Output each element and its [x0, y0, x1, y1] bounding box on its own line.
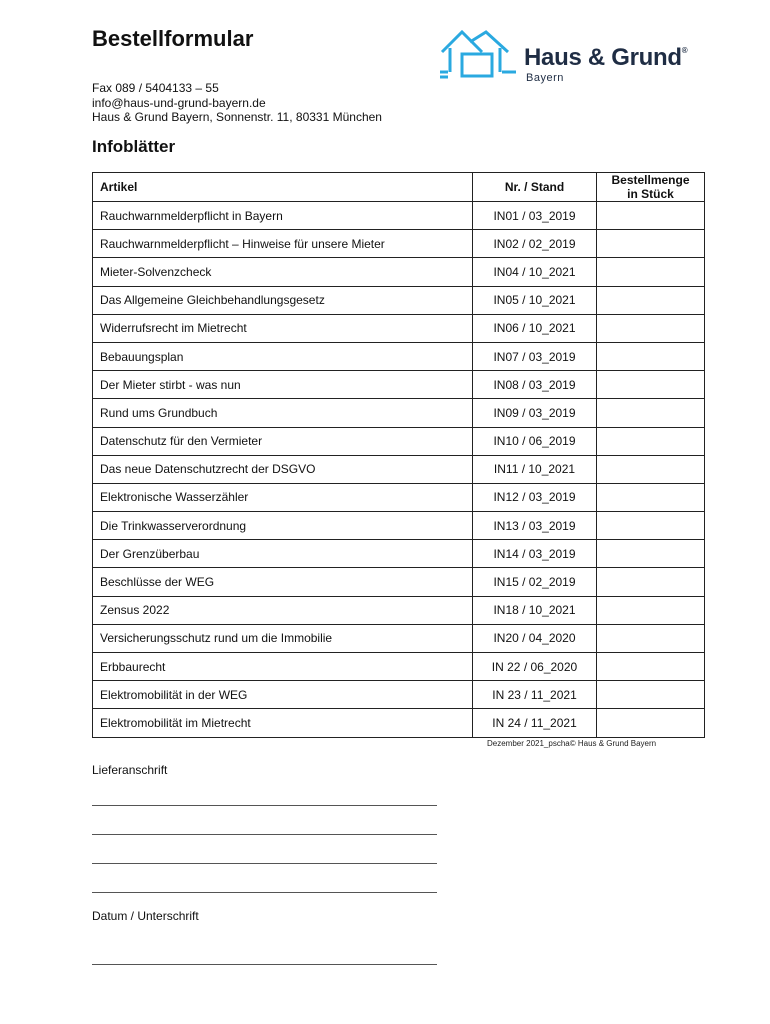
date-signature-label: Datum / Unterschrift — [92, 909, 199, 923]
quantity-cell[interactable] — [597, 540, 705, 568]
article-cell: Mieter-Solvenzcheck — [93, 258, 473, 286]
quantity-cell[interactable] — [597, 342, 705, 370]
table-row — [93, 596, 705, 624]
table-row — [93, 455, 705, 483]
number-cell: IN01 / 03_2019 — [473, 202, 597, 230]
quantity-cell[interactable] — [597, 709, 705, 737]
number-cell: IN13 / 03_2019 — [473, 512, 597, 540]
number-cell: IN18 / 10_2021 — [473, 596, 597, 624]
article-cell: Der Grenzüberbau — [93, 540, 473, 568]
table-row — [93, 681, 705, 709]
number-cell: IN10 / 06_2019 — [473, 427, 597, 455]
article-cell: Versicherungsschutz rund um die Immobilie — [93, 624, 473, 652]
article-cell: Rund ums Grundbuch — [93, 399, 473, 427]
article-cell: Elektromobilität im Mietrecht — [93, 709, 473, 737]
article-cell: Das neue Datenschutzrecht der DSGVO — [93, 455, 473, 483]
number-cell: IN 24 / 11_2021 — [473, 709, 597, 737]
quantity-cell[interactable] — [597, 230, 705, 258]
quantity-cell[interactable] — [597, 568, 705, 596]
article-cell: Datenschutz für den Vermieter — [93, 427, 473, 455]
number-cell: IN 22 / 06_2020 — [473, 653, 597, 681]
table-row — [93, 540, 705, 568]
postal-address: Haus & Grund Bayern, Sonnenstr. 11, 80331 München — [92, 110, 382, 124]
table-row — [93, 258, 705, 286]
table-row — [93, 512, 705, 540]
quantity-cell[interactable] — [597, 512, 705, 540]
footnote: Dezember 2021_pscha© Haus & Grund Bayern — [487, 739, 657, 748]
section-title: Infoblätter — [92, 137, 176, 156]
quantity-cell[interactable] — [597, 202, 705, 230]
date-signature-line[interactable] — [92, 964, 437, 965]
table-row — [93, 371, 705, 399]
article-cell: Die Trinkwasserverordnung — [93, 512, 473, 540]
contact-block — [92, 81, 382, 125]
number-cell: IN05 / 10_2021 — [473, 286, 597, 314]
quantity-cell[interactable] — [597, 596, 705, 624]
delivery-address-line-4[interactable] — [92, 892, 437, 893]
article-cell: Zensus 2022 — [93, 596, 473, 624]
number-cell: IN12 / 03_2019 — [473, 483, 597, 511]
table-row — [93, 286, 705, 314]
table-row — [93, 427, 705, 455]
table-row — [93, 342, 705, 370]
article-cell: Beschlüsse der WEG — [93, 568, 473, 596]
delivery-address-line-2[interactable] — [92, 834, 437, 835]
number-cell: IN02 / 02_2019 — [473, 230, 597, 258]
delivery-address-line-1[interactable] — [92, 805, 437, 806]
number-cell: IN20 / 04_2020 — [473, 624, 597, 652]
table-row — [93, 202, 705, 230]
delivery-address-label: Lieferanschrift — [92, 763, 168, 777]
article-cell: Elektromobilität in der WEG — [93, 681, 473, 709]
haus-und-grund-logo — [438, 26, 718, 88]
table-row — [93, 709, 705, 737]
number-cell: IN14 / 03_2019 — [473, 540, 597, 568]
quantity-cell[interactable] — [597, 483, 705, 511]
order-table — [92, 172, 705, 738]
table-row — [93, 230, 705, 258]
number-cell: IN08 / 03_2019 — [473, 371, 597, 399]
logo-sub-text: Bayern — [526, 72, 564, 84]
quantity-cell[interactable] — [597, 371, 705, 399]
quantity-cell[interactable] — [597, 624, 705, 652]
article-cell: Elektronische Wasserzähler — [93, 483, 473, 511]
number-cell: IN07 / 03_2019 — [473, 342, 597, 370]
article-cell: Erbbaurecht — [93, 653, 473, 681]
page-title: Bestellformular — [92, 26, 254, 51]
header-quantity: Bestellmenge in Stück — [597, 173, 705, 202]
article-cell: Widerrufsrecht im Mietrecht — [93, 314, 473, 342]
quantity-cell[interactable] — [597, 653, 705, 681]
table-header-row — [93, 173, 705, 202]
quantity-cell[interactable] — [597, 286, 705, 314]
table-row — [93, 314, 705, 342]
quantity-cell[interactable] — [597, 314, 705, 342]
table-row — [93, 653, 705, 681]
quantity-cell[interactable] — [597, 399, 705, 427]
number-cell: IN15 / 02_2019 — [473, 568, 597, 596]
number-cell: IN06 / 10_2021 — [473, 314, 597, 342]
quantity-cell[interactable] — [597, 455, 705, 483]
email-address: info@haus-und-grund-bayern.de — [92, 95, 266, 110]
quantity-cell[interactable] — [597, 427, 705, 455]
article-cell: Rauchwarnmelderpflicht in Bayern — [93, 202, 473, 230]
header-article: Artikel — [93, 173, 473, 202]
table-row — [93, 399, 705, 427]
article-cell: Bebauungsplan — [93, 342, 473, 370]
number-cell: IN04 / 10_2021 — [473, 258, 597, 286]
quantity-cell[interactable] — [597, 681, 705, 709]
fax-number: Fax 089 / 5404133 – 55 — [92, 81, 219, 95]
article-cell: Rauchwarnmelderpflicht – Hinweise für unsere Mieter — [93, 230, 473, 258]
table-row — [93, 624, 705, 652]
table-row — [93, 568, 705, 596]
delivery-address-line-3[interactable] — [92, 863, 437, 864]
house-outline-icon — [438, 26, 522, 84]
article-cell: Das Allgemeine Gleichbehandlungsgesetz — [93, 286, 473, 314]
article-cell: Der Mieter stirbt - was nun — [93, 371, 473, 399]
logo-brand-text: Haus & Grund® — [524, 44, 688, 71]
table-row — [93, 483, 705, 511]
number-cell: IN09 / 03_2019 — [473, 399, 597, 427]
header-number: Nr. / Stand — [473, 173, 597, 202]
quantity-cell[interactable] — [597, 258, 705, 286]
number-cell: IN 23 / 11_2021 — [473, 681, 597, 709]
number-cell: IN11 / 10_2021 — [473, 455, 597, 483]
